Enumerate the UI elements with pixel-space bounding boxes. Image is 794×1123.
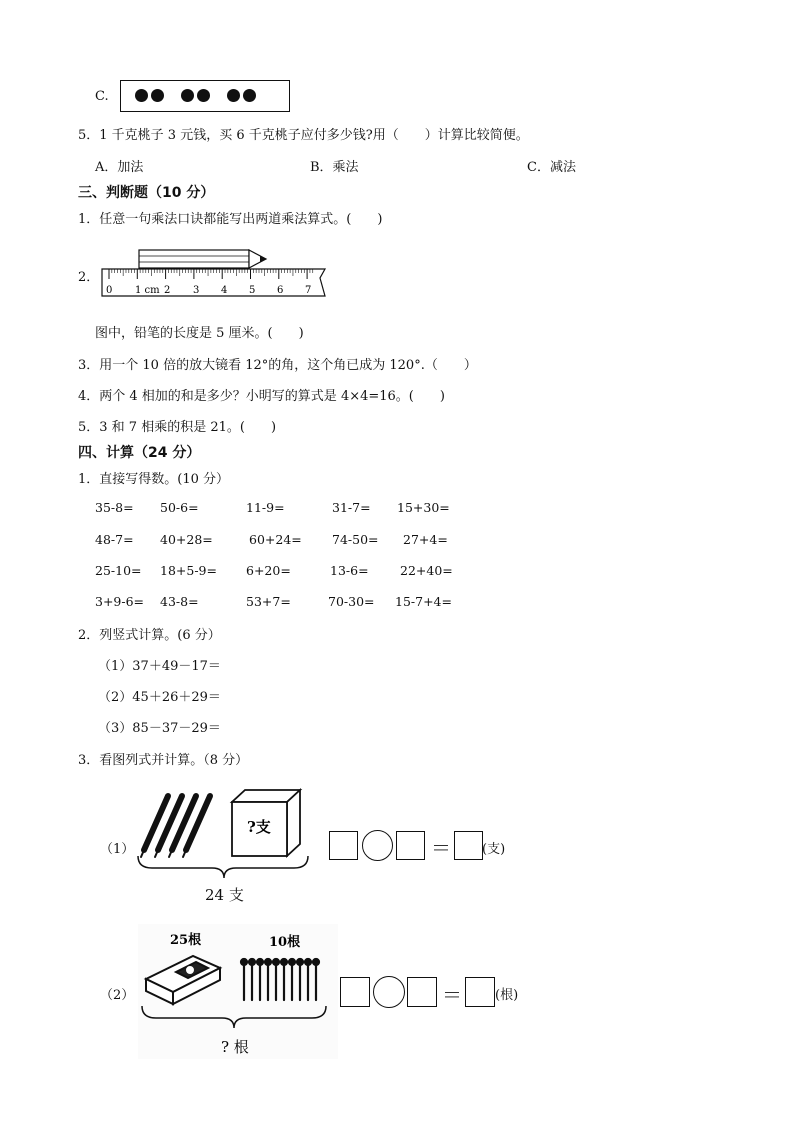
vertical-calc-1: （1）37＋49－17＝ xyxy=(98,659,221,674)
matchbox-count-label: 25根 xyxy=(170,933,202,948)
operator-circle[interactable] xyxy=(362,830,393,861)
ruler-label: 0 xyxy=(106,285,113,296)
section-3-title: 三、判断题（10 分） xyxy=(78,185,215,201)
vertical-calc-3: （3）85－37－29＝ xyxy=(98,721,221,736)
judge-item-3: 3．用一个 10 倍的放大镜看 12°的角，这个角已成为 120°.（ ） xyxy=(78,358,477,373)
judge-item-5: 5．3 和 7 相乘的积是 21。( ) xyxy=(78,420,277,435)
dot-group xyxy=(181,87,213,106)
pencils-icon xyxy=(141,796,210,857)
calc-q2-title: 2．列竖式计算。(6 分） xyxy=(78,628,221,643)
judge-item-2-text: 图中，铅笔的长度是 5 厘米。( ) xyxy=(95,326,304,341)
judge-item-1: 1．任意一句乘法口诀都能写出两道乘法算式。( ) xyxy=(78,212,383,227)
calc-cell: 31-7= xyxy=(332,500,371,515)
picture-1-label: （1） xyxy=(100,842,135,857)
ruler-label: 1 cm xyxy=(135,285,160,296)
calc-cell: 50-6= xyxy=(160,500,199,515)
matches-count-label: 10根 xyxy=(269,935,301,950)
operator-circle[interactable] xyxy=(373,976,405,1008)
calc-cell: 18+5-9= xyxy=(160,563,217,578)
judge-item-4: 4．两个 4 相加的和是多少？小明写的算式是 4×4=16。( ) xyxy=(78,389,445,404)
calc-cell: 6+20= xyxy=(246,563,291,578)
picture-2-label: （2） xyxy=(100,988,135,1003)
unit-label: (支) xyxy=(482,842,506,857)
answer-box[interactable] xyxy=(329,831,358,860)
calc-cell: 40+28= xyxy=(160,532,213,547)
calc-q3-title: 3．看图列式并计算。（8 分） xyxy=(78,753,249,768)
ruler-pencil-figure xyxy=(100,244,330,300)
dot-box xyxy=(120,80,290,112)
answer-box[interactable] xyxy=(396,831,425,860)
judge-item-2: 2． xyxy=(78,270,100,285)
ruler-label: 5 xyxy=(249,285,256,296)
brace xyxy=(138,856,308,878)
ruler-label: 6 xyxy=(277,285,284,296)
calc-cell: 25-10= xyxy=(95,563,142,578)
calc-cell: 11-9= xyxy=(246,500,285,515)
unit-label: (根) xyxy=(495,988,519,1003)
box-question-label: ?支 xyxy=(247,818,271,836)
option-c-label: C. xyxy=(95,89,109,104)
ruler-label: 7 xyxy=(305,285,312,296)
option-a: A．加法 xyxy=(95,160,144,175)
dot-group xyxy=(227,87,259,106)
calc-cell: 53+7= xyxy=(246,594,291,609)
calc-cell: 13-6= xyxy=(330,563,369,578)
answer-box[interactable] xyxy=(465,977,495,1007)
calc-cell: 60+24= xyxy=(249,532,302,547)
section-4-title: 四、计算（24 分） xyxy=(78,445,201,461)
calc-cell: 15+30= xyxy=(397,500,450,515)
calc-cell: 27+4= xyxy=(403,532,448,547)
answer-box[interactable] xyxy=(407,977,437,1007)
calc-cell: 3+9-6= xyxy=(95,594,145,609)
picture-1-total: 24 支 xyxy=(205,886,244,904)
vertical-calc-2: （2）45＋26＋29＝ xyxy=(98,690,221,705)
pencil-icon xyxy=(139,250,266,268)
ruler-label: 3 xyxy=(193,285,200,296)
equals-sign: ＝ xyxy=(431,836,451,860)
calc-cell: 70-30= xyxy=(328,594,375,609)
ruler-label: 2 xyxy=(164,285,171,296)
dot-group xyxy=(135,87,167,106)
option-b: B．乘法 xyxy=(310,160,359,175)
ruler-label: 4 xyxy=(221,285,228,296)
calc-cell: 15-7+4= xyxy=(395,594,452,609)
calc-cell: 22+40= xyxy=(400,563,453,578)
calc-cell: 74-50= xyxy=(332,532,379,547)
calc-cell: 35-8= xyxy=(95,500,134,515)
answer-box[interactable] xyxy=(454,831,483,860)
calc-q1-title: 1．直接写得数。(10 分） xyxy=(78,472,230,487)
calc-cell: 48-7= xyxy=(95,532,134,547)
pencils-box-figure xyxy=(132,782,322,882)
answer-box[interactable] xyxy=(340,977,370,1007)
calc-cell: 43-8= xyxy=(160,594,199,609)
matches-figure xyxy=(138,924,338,1059)
equals-sign: ＝ xyxy=(442,983,462,1007)
picture-2-total: ? 根 xyxy=(221,1038,249,1056)
option-c: C．减法 xyxy=(527,160,576,175)
question-5-peaches: 5．1 千克桃子 3 元钱，买 6 千克桃子应付多少钱?用（ ）计算比较简便。 xyxy=(78,128,529,143)
